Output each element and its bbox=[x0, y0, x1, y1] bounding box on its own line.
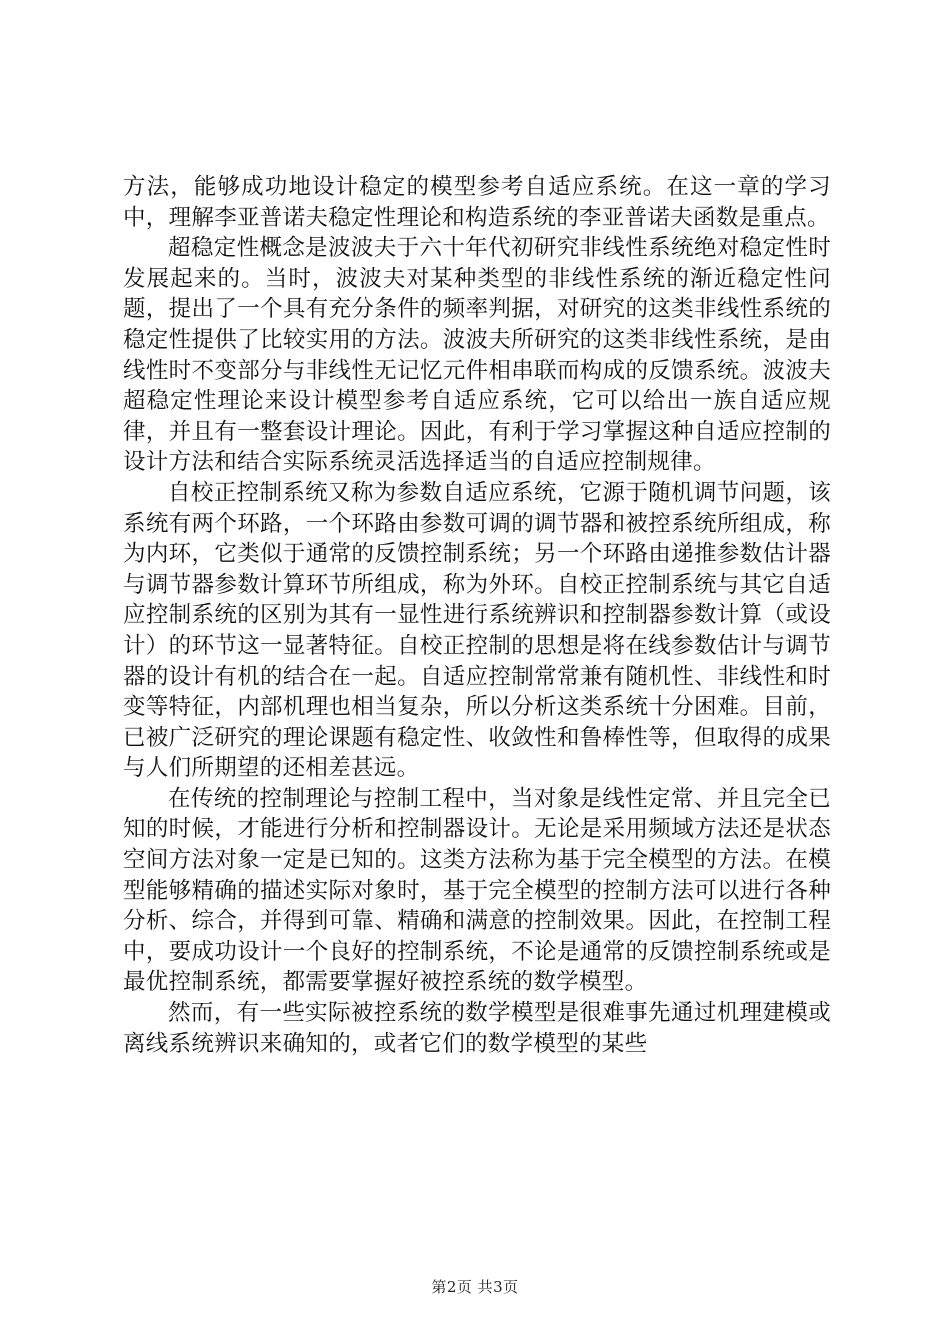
paragraph-continuation: 方法，能够成功地设计稳定的模型参考自适应系统。在这一章的学习中，理解李亚普诺夫稳定性理论和构造系统的李亚普诺夫函数是重点。 bbox=[123, 174, 831, 231]
paragraph-traditional-control: 在传统的控制理论与控制工程中，当对象是线性定常、并且完全已知的时候，才能进行分析和控制器设计。无论是采用频域方法还是状态空间方法对象一定是已知的。这类方法称为基于完全模型的方法。在模型能够精确的描述实际对象时，基于完全模型的控制方法可以进行各种分析、综合，并得到可靠、精确和满意的控制效果。因此，在控制工程中，要成功设计一个良好的控制系统，不论是通常的反馈控制系统或是最优控制系统，都需要掌握好被控系统的数学模型。 bbox=[123, 785, 831, 996]
document-body bbox=[123, 172, 831, 1059]
paragraph-hyperstability: 超稳定性概念是波波夫于六十年代初研究非线性系统绝对稳定性时发展起来的。当时，波波夫对某种类型的非线性系统的渐近稳定性问题，提出了一个具有充分条件的频率判据，对研究的这类非线性系统的稳定性提供了比较实用的方法。波波夫所研究的这类非线性系统，是由线性时不变部分与非线性无记忆元件相串联而构成的反馈系统。波波夫超稳定性理论来设计模型参考自适应系统，它可以给出一族自适应规律，并且有一整套设计理论。因此，有利于学习掌握这种自适应控制的设计方法和结合实际系统灵活选择适当的自适应控制规律。 bbox=[123, 235, 831, 476]
page-footer: 第2页 共3页 bbox=[431, 1278, 519, 1296]
paragraph-unknown-models: 然而，有一些实际被控系统的数学模型是很难事先通过机理建模或离线系统辨识来确知的，或者它们的数学模型的某些 bbox=[123, 1000, 831, 1057]
paragraph-self-tuning-control: 自校正控制系统又称为参数自适应系统，它源于随机调节问题，该系统有两个环路，一个环路由参数可调的调节器和被控系统所组成，称为内环，它类似于通常的反馈控制系统；另一个环路由递推参数估计器与调节器参数计算环节所组成，称为外环。自校正控制系统与其它自适应控制系统的区别为其有一显性进行系统辨识和控制器参数计算（或设计）的环节这一显著特征。自校正控制的思想是将在线参数估计与调节器的设计有机的结合在一起。自适应控制常常兼有随机性、非线性和时变等特征，内部机理也相当复杂，所以分析这类系统十分困难。目前，已被广泛研究的理论课题有稳定性、收敛性和鲁棒性等，但取得的成果与人们所期望的还相差甚远。 bbox=[123, 479, 831, 782]
